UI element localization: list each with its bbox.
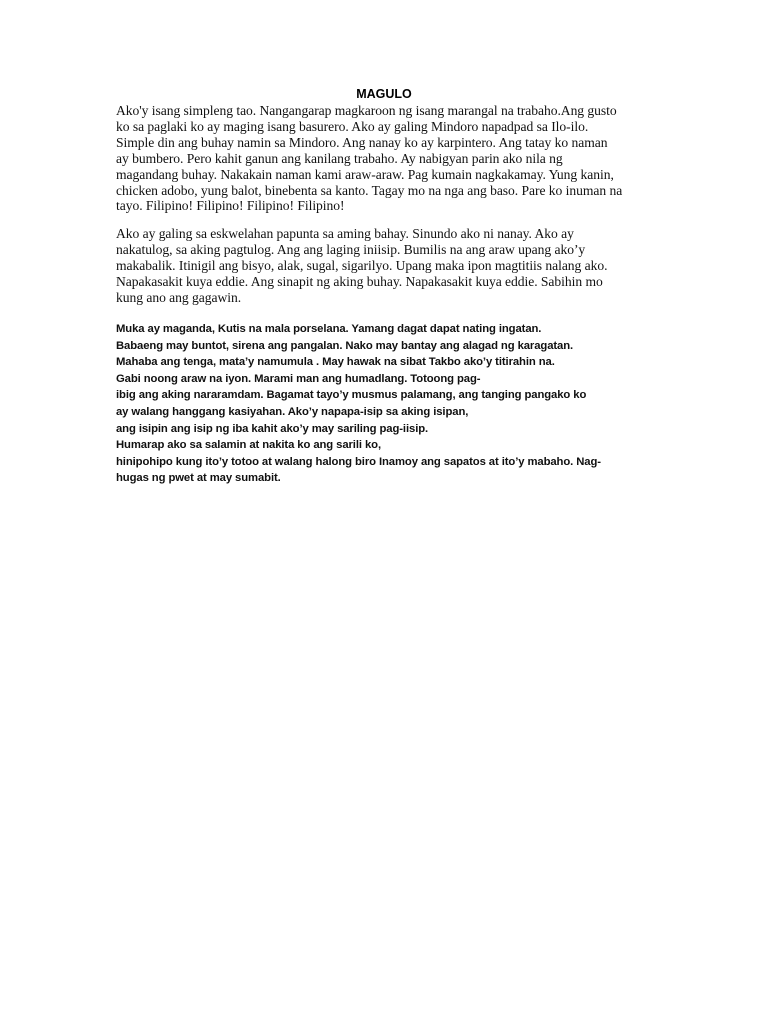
paragraph-line: hugas ng pwet at may sumabit. — [116, 472, 281, 485]
paragraph-line: Napakasakit kuya eddie. Ang sinapit ng aking buhay. Napakasakit kuya eddie. Sabihin mo — [116, 273, 603, 289]
paragraph-line: Gabi noong araw na iyon. Marami man ang humadlang. Totoong pag- — [116, 372, 481, 385]
paragraph-line: ibig ang aking nararamdam. Bagamat tayo’y musmus palamang, ang tanging pangako ko — [116, 389, 587, 402]
paragraph-line: ay walang hanggang kasiyahan. Ako’y napapa-isip sa aking isipan, — [116, 405, 469, 418]
paragraph-2 — [116, 226, 607, 306]
paragraph-line: makabalik. Itinigil ang bisyo, alak, sugal, sigarilyo. Upang maka ipon magtitiis nalang ako. — [116, 257, 608, 273]
paragraph-1 — [116, 103, 622, 214]
paragraph-line: Muka ay maganda, Kutis na mala porselana. Yamang dagat dapat nating ingatan. — [116, 323, 542, 335]
document-title: MAGULO — [356, 87, 412, 101]
paragraph-line: Ako'y isang simpleng tao. Nangangarap magkaroon ng isang marangal na trabaho.Ang gusto — [116, 103, 617, 118]
paragraph-line: ay bumbero. Pero kahit ganun ang kanilang trabaho. Ay nabigyan parin ako nila ng — [116, 150, 563, 166]
paragraph-line: Babaeng may buntot, sirena ang pangalan. Nako may bantay ang alagad ng karagatan. — [116, 339, 574, 352]
paragraph-line: tayo. Filipino! Filipino! Filipino! Filipino! — [116, 198, 345, 214]
paragraph-3 — [116, 321, 601, 487]
paragraph-line: Humarap ako sa salamin at nakita ko ang sarili ko, — [116, 439, 381, 452]
paragraph-line: magandang buhay. Nakakain naman kami araw-araw. Pag kumain nagkakamay. Yung kanin, — [116, 166, 614, 182]
paragraph-line: ko sa paglaki ko ay maging isang basurero. Ako ay galing Mindoro napadpad sa Ilo-ilo. — [116, 118, 589, 134]
paragraph-line: Ako ay galing sa eskwelahan papunta sa aming bahay. Sinundo ako ni nanay. Ako ay — [116, 226, 574, 241]
paragraph-line: hinipohipo kung ito’y totoo at walang halong biro Inamoy ang sapatos at ito’y mabaho. Nag- — [116, 455, 601, 468]
paragraph-line: ang isipin ang isip ng iba kahit ako’y may sariling pag-iisip. — [116, 422, 429, 435]
paragraph-line: Simple din ang buhay namin sa Mindoro. Ang nanay ko ay karpintero. Ang tatay ko naman — [116, 134, 608, 150]
paragraph-line: nakatulog, sa aking pagtulog. Ang ang laging iniisip. Bumilis na ang araw upang ako’y — [116, 241, 586, 257]
paragraph-line: Mahaba ang tenga, mata’y namumula . May hawak na sibat Takbo ako’y titirahin na. — [116, 356, 555, 369]
paragraph-line: kung ano ang gagawin. — [116, 289, 242, 305]
paragraph-line: chicken adobo, yung balot, binebenta sa kanto. Tagay mo na nga ang baso. Pare ko inuman na — [116, 182, 623, 198]
